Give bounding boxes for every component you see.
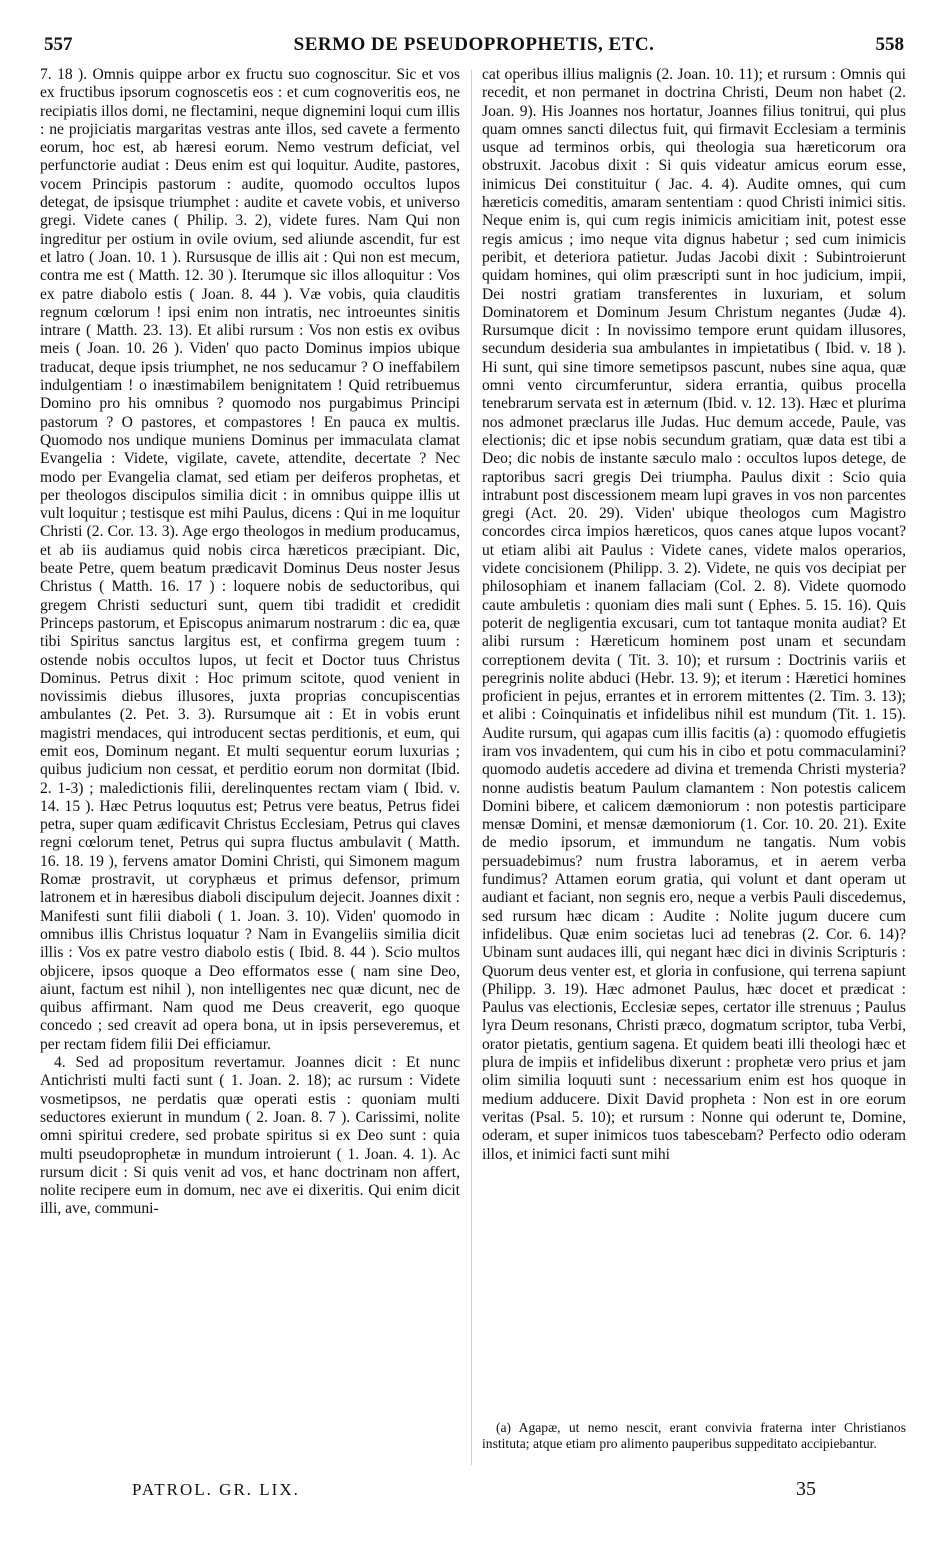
left-paragraph-2: 4. Sed ad propositum revertamur. Joannes dicit : Et nunc Antichristi multi facti sunt ( 1. Joan. 2. 18); ac rursum : Videte vosmetipsos, ne perdatis quæ operati estis : quoniam multi seductores exierunt in mundum ( 2. Joan. 8. 7 ). Carissimi, nolite omni spiritui credere, sed probate spiritus si ex Deo sunt : quia multi pseudoprophetæ in mundum introierunt ( 1. Joan. 4. 1). Ac rursum dicit : Si quis venit ad vos, et hanc doctrinam non affert, nolite recipere eum in domum, nec ave ei dixeritis. Qui enim dicit illi, ave, communi- [40,1054,460,1218]
page-number-left: 557 [44,34,73,55]
right-paragraph-1: cat operibus illius malignis (2. Joan. 10. 11); et rursum : Omnis qui recedit, et non permanet in doctrina Christi, Deum non habet (2. Joan. 9). His Joannes nos hortatur, Joannes filius tonitrui, qui plus quam omnes sancti dilectus fuit, qui firmavit Ecclesiam a terminis usque ad terminos orbis, qui theologia sua hæreticorum ora obstruxit. Jacobus dixit : Si quis videatur amicus eorum esse, inimicus Dei constituitur ( Jac. 4. 4). Audite omnes, qui cum hæreticis comeditis, amaram sententiam : quod Christi inimici sitis. Neque enim is, qui cum regis inimicis amicitiam init, potest esse regis amicus ; imo neque vita dignus habetur ; sed cum inimicis peribit, et deteriora patietur. Judas Jacobi dixit : Subintroierunt quidam homines, qui olim præscripti sunt in hoc judicium, impii, Dei nostri gratiam transferentes in luxuriam, et solum Dominatorem et Dominum Jesum Christum negantes (Judæ 4). Rursumque dicit : In novissimo tempore erunt quidam illusores, secundum desideria sua ambulantes in impietatibus ( Ibid. v. 18 ). Hi sunt, qui sine timore semetipsos pascunt, nubes sine aqua, quæ omni vento circumferuntur, sidera errantia, quibus procella tenebrarum servata est in æternum (Ibid. v. 12. 13). Hæc et plurima nos admonet præclarus ille Judas. Huc demum accede, Paule, vas electionis; dic et ipse nobis secundum gratiam, quæ data est tibi a Deo; dic nobis de instante sæculo malo : occultos lupos detege, de raptoribus sacri gregis Dei triumpha. Paulus dixit : Scio quia intrabunt post discessionem meam lupi graves in vos non parcentes gregi (Act. 20. 29). Viden' ubique theologos cum Magistro concordes circa impios hæreticos, quos canes atque lupos vocant? ut etiam alibi ait Paulus : Videte canes, videte malos operarios, videte concisionem (Philipp. 3. 2). Videte, ne quis vos decipiat per philosophiam et inanem fallaciam (Col. 2. 8). Videte quomodo caute ambuletis : quoniam dies mali sunt ( Ephes. 5. 15. 16). Quis poterit de negligentia excusari, cum tot tantaque monita audiat? Et alibi rursum : Hæreticum hominem post unam et secundam correptionem devita ( Tit. 3. 10); et rursum : Doctrinis variis et peregrinis nolite abduci (Hebr. 13. 9); et iterum : Hæretici homines proficient in pejus, errantes et in errorem mittentes (2. Tim. 3. 13); et alibi : Coinquinatis et infidelibus nihil est mundum (Tit. 1. 15). Audite rursum, qui agapas cum illis facitis (a) : quomodo effugietis iram vos invadentem, qui cum his in cibo et potu commaculamini? quomodo audetis accedere ad divina et tremenda Christi mysteria? nonne audistis beatum Paulum clamantem : Non potestis calicem Domini bibere, et calicem dæmoniorum : non potestis participare mensæ Domini, et mensæ dæmoniorum (1. Cor. 10. 20. 21). Exite de medio ipsorum, et immundum ne tangatis. Num vobis persuadebimus? num frustra laboramus, et in aerem verba fundimus? Attamen eorum gratia, qui volunt et dant operam ut audiant et faciant, non segnis ero, neque a verbis Pauli discedemus, sed rursum hæc dicam : Audite : Nolite jugum ducere cum infidelibus. Quæ enim societas luci ad tenebras (2. Cor. 6. 14)? Ubinam sunt audaces illi, qui negant hæc dici in divinis Scripturis : Quorum deus venter est, et gloria in confusione, qui terrena sapiunt (Philipp. 3. 19). Hæc admonet Paulus, hæc docet et prædicat : Paulus vas electionis, Ecclesiæ sepes, certator ille strenuus ; Paulus lyra Deum resonans, Christi præco, dogmatum scriptor, tuba Verbi, orator pietatis, gentium sagena. Et quidem beati illi theologi hæc et plura de impiis et infidelibus dixerunt : prophetæ vero prius et jam olim similia loquuti sunt : necessarium enim est hos quoque in medium adducere. Dixit David propheta : Non est in ore eorum veritas (Psal. 5. 10); et rursum : Nonne qui oderunt te, Domine, oderam, et super inimicos tuos tabescebam? Perfecto odio oderam illos, et inimici facti sunt mihi [482,66,906,1163]
page-number-right: 558 [875,34,904,55]
left-paragraph-1: 7. 18 ). Omnis quippe arbor ex fructu suo cognoscitur. Sic et vos ex fructibus ipsorum cognoscetis eos : et cum cognoveritis eos, ne recipiatis illos domi, ne flectamini, neque dignemini loqui cum illis : ne projiciatis margaritas vestras ante illos, sed cavete a fermento eorum, hoc est, ab hæresi eorum. Nemo vestrum deficiat, vel perfunctorie audiat : Deus enim est qui loquitur. Audite, pastores, vocem Principis pastorum : audite, quomodo occultos lupos detegat, de ipsisque triumphet : audite et cavete vobis, et universo gregi. Videte canes ( Philip. 3. 2), videte fures. Nam Qui non ingreditur per ostium in ovile ovium, sed aliunde ascendit, fur est et latro ( Joan. 10. 1 ). Rursusque de illis ait : Qui non est mecum, contra me est ( Matth. 12. 30 ). Iterumque sic illos alloquitur : Vos ex patre diabolo estis ( Joan. 8. 44 ). Væ vobis, quia clauditis regnum cœlorum ! ipsi enim non intratis, nec introeuntes sinitis intrare ( Matth. 23. 13). Et alibi rursum : Vos non estis ex ovibus meis ( Joan. 10. 26 ). Viden' quo pacto Dominus impios ubique traducat, deque ipsis triumphet, ne nos seducamur ? O ineffabilem indulgentiam ! o inæstimabilem benignitatem ! Quid retribuemus Domino pro his omnibus ? quomodo nos purgabimus Principi pastorum ? O pastores, et compastores ! En pauca ex multis. Quomodo nos undique muniens Dominus per immaculata clamat Evangelia : Videte, vigilate, cavete, attendite, decertate ? Nec modo per Evangelia clamat, sed etiam per deiferos prophetas, et per theologos discipulos similia dicit : in omnibus quippe illis ut vult loquitur ; testisque est mihi Paulus, dicens : Qui in me loquitur Christi (2. Cor. 13. 3). Age ergo theologos in medium producamus, et ab iis audiamus quid nobis circa hæreticos præcipiant. Dic, beate Petre, quem beatum prædicavit Dominus Deus noster Jesus Christus ( Matth. 16. 17 ) : loquere nobis de seductoribus, qui gregem Christi seducturi sunt, quem tibi tradidit et credidit Princeps pastorum, et Episcopus animarum nostrarum : dic ea, quæ tibi Spiritus sanctus largitus est, et confirma gregem tuum : ostende nobis occultos lupos, ut fecit et Doctor tuus Christus Dominus. Petrus dixit : Hoc primum scitote, quod venient in novissimis diebus illusores, juxta proprias concupiscentias ambulantes (2. Pet. 3. 3). Rursumque ait : Et in vobis erunt magistri mendaces, qui introducent sectas perditionis, et eum, qui emit eos, Dominum negant. Et multi sequentur eorum luxurias ; quibus judicium non cessat, et perditio eorum non dormitat (Ibid. 2. 1-3) ; maledictionis filii, derelinquentes rectam viam ( Ibid. v. 14. 15 ). Hæc Petrus loquutus est; Petrus vere beatus, Petrus fidei petra, super quam ædificavit Christus Ecclesiam, Petrus qui claves regni cœlorum tenet, Petrus qui supra fluctus ambulavit ( Matth. 16. 18. 19 ), fervens amator Domini Christi, qui Simonem magum Romæ prostravit, ut coryphæus et primus defensor, primum latronem et in hæresibus diaboli discipulum dejecit. Joannes dixit : Manifesti sunt filii diaboli ( 1. Joan. 3. 10). Viden' quomodo in omnibus illis Christus loquatur ? Nam in Evangeliis similia dicit illis : Vos ex patre vestro diabolo estis ( Ibid. 8. 44 ). Scio multos objicere, ipsos quoque a Deo efformatos esse ( nam sine Deo, aiunt, factum est nihil ), non intelligentes nec quæ dicunt, nec de quibus affirmant. Nam quod me Deus creaverit, ego quoque concedo ; sed creavit ad opera bona, ut in ipsis perseveremus, et per rectam fidem filii Dei efficiamur. [40,66,460,1053]
running-title: SERMO DE PSEUDOPROPHETIS, ETC. [293,34,655,55]
footnote-text: (a) Agapæ, ut nemo nescit, erant convivia fraterna inter Christianos instituta; atque etiam pro alimento pauperibus suppeditato accipiebantur. [482,1420,906,1451]
signature-mark: 35 [796,1478,816,1500]
column-divider [471,70,472,1465]
right-column [482,66,906,1164]
footnote [482,1420,906,1452]
series-label: PATROL. GR. LIX. [132,1480,300,1499]
left-column [40,66,460,1219]
running-header [44,34,904,64]
